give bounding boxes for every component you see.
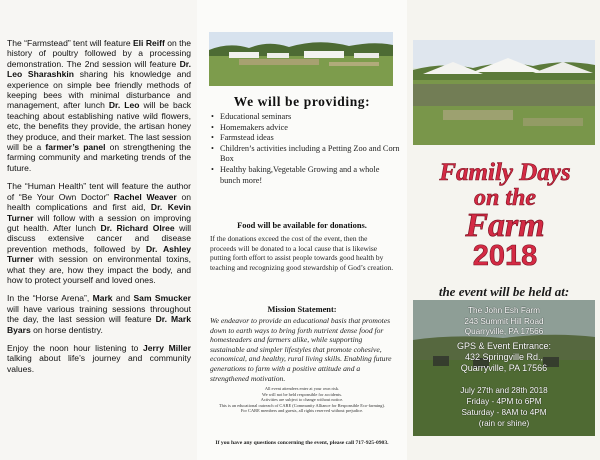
list-item: • Healthy baking,Vegetable Growing and a whole bunch more!: [211, 165, 401, 186]
right-panel: [407, 0, 600, 460]
fine-print-line: For CARE members and guests, all rights reserved without prejudice.: [240, 408, 364, 414]
bold-name: Dr. Leo Sharashkin: [7, 58, 191, 80]
bold-name: Dr. Ashley Turner: [7, 243, 191, 265]
text-run: sharing his knowledge and experience on simple bee friendly methods of keeping bees with minimal disturbance and management, after lunch: [7, 69, 191, 111]
providing-heading: We will be providing:: [233, 94, 371, 109]
text-run: on the history of poultry followed by a processing demonstration. The 2nd session will feature: [7, 38, 192, 69]
bold-name: Mark: [92, 293, 113, 304]
bold-name: Dr. Mark Byars: [7, 314, 191, 335]
mission-heading: Mission Statement:: [267, 305, 337, 314]
gps-address-line1: 432 Springville Rd.,: [464, 352, 544, 362]
title-year: 2018: [472, 240, 538, 268]
fine-print-line: Activities are subject to change without notice.: [260, 397, 344, 403]
title-farm: Farm: [465, 207, 545, 244]
venue-name: The John Esh Farm: [468, 306, 540, 315]
text-run: talking about life’s journey and community values.: [7, 353, 191, 374]
list-item: • Farmstead ideas: [211, 133, 401, 144]
fine-print-line: This is an educational outreach of CARE (Community Alliance for Responsible Eco-farming).: [218, 402, 386, 408]
bold-name: farmer’s panel: [45, 142, 106, 153]
event-location-heading: the event will be held at:: [438, 284, 570, 299]
rain-note: (rain or shine): [478, 419, 530, 428]
text-run: and: [112, 293, 134, 304]
providing-list: [211, 112, 401, 186]
title-family-days: Family Days: [439, 159, 571, 186]
text-run: will follow with a session on improving gut health. After lunch: [7, 212, 191, 233]
venue-address-line1: 243 Summit Hill Road: [464, 317, 544, 326]
friday-hours: Friday - 4PM to 6PM: [466, 397, 542, 406]
list-item: • Children’s activities including a Petting Zoo and Corn Box: [211, 144, 401, 165]
saturday-hours: Saturday - 8AM to 4PM: [461, 408, 547, 417]
human-health-paragraph: [7, 181, 191, 285]
text-run: In the “Horse Arena”,: [7, 293, 93, 304]
text-run: The “Human Health” tent will feature the author of “Be Your Own Doctor”: [7, 181, 191, 202]
bold-name: Sam Smucker: [133, 293, 191, 304]
text-run: will discuss extensive cancer and disease prevention methods, followed by: [7, 222, 191, 254]
text-run: with session on environmental toxins, what they are, how they impact the body, and how to protect yourself and loved ones.: [7, 254, 191, 285]
text-run: on horse dentistry.: [30, 324, 103, 335]
left-panel: [0, 0, 197, 460]
noon-hour-paragraph: [7, 343, 191, 374]
text-run: The “Farmstead” tent will feature: [7, 38, 133, 48]
bold-name: Dr. Leo: [108, 100, 140, 111]
title-on-the: on the: [473, 185, 537, 211]
text-run: Enjoy the noon hour listening to: [7, 342, 144, 353]
text-run: will be back teaching about establishing native wild flowers, etc, the benefits they provide, the artisan honey they produce, and their market. The last session will be a: [7, 100, 191, 153]
event-dates: July 27th and 28th 2018: [460, 386, 548, 395]
farmstead-paragraph: [7, 38, 191, 173]
fine-print-line: All event attendees enter at your own risk.: [264, 386, 340, 391]
crowd-photo: [413, 40, 595, 145]
mission-text: We endeavor to provide an educational basis that promotes down to earth ways to bring forth nutrient dense food for homesteaders and farmers alike, while supporting sustainable and simpler lifestyles that promote cohesive, economical, and healthy, rural living skills. Enabling future generations to farm with a positive attitude and a strengthened motivation.: [210, 316, 392, 383]
text-run: will have various training sessions throughout the day, the last session will feature: [7, 303, 191, 325]
bold-name: Rachel Weaver: [113, 191, 177, 202]
food-heading: Food will be available for donations.: [237, 221, 367, 230]
contact-text: If you have any questions concerning the event, please call 717-925-0903.: [215, 440, 389, 446]
gps-heading: GPS & Event Entrance:: [456, 341, 552, 351]
gps-address-line2: Quarryville, PA 17566: [460, 363, 548, 373]
middle-panel: [197, 0, 407, 460]
bold-name: Jerry Miller: [143, 342, 191, 353]
venue-address-line2: Quarryville, PA 17566: [464, 327, 544, 336]
text-run: on health complications and first aid,: [7, 191, 191, 213]
farm-tents-photo: [209, 32, 393, 86]
bold-name: Eli Reiff: [132, 38, 165, 48]
event-details-box: [413, 300, 595, 436]
list-item: • Educational seminars: [211, 112, 401, 123]
text-run: on strengthening the farming community and marketing trends of the future.: [7, 142, 191, 173]
bold-name: Dr. Richard Olree: [100, 222, 175, 233]
food-text: If the donations exceed the cost of the event, then the proceeds will be donated to a local cause that is likewise putting forth effort to assist people towards good health by teaching and recognizing good stewardship of God’s creation.: [210, 234, 394, 272]
horse-arena-paragraph: [7, 293, 191, 335]
event-title: [415, 150, 595, 268]
fine-print: [217, 386, 387, 414]
bold-name: Dr. Kevin Turner: [7, 202, 191, 223]
list-item: • Homemakers advice: [211, 123, 401, 134]
fine-print-line: We will not be held responsible for accidents.: [261, 391, 343, 397]
